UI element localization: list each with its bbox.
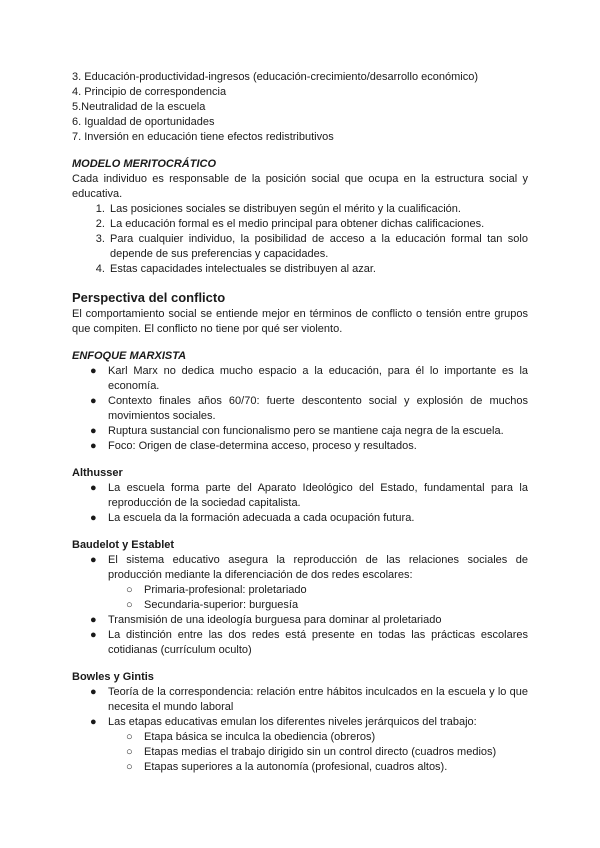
section-bowles: [72, 670, 528, 775]
list-item: ● Teoría de la correspondencia: relación entre hábitos inculcados en la escuela y lo que necesita el mundo laboral: [90, 686, 528, 713]
list-item: ● Contexto finales años 60/70: fuerte descontento social y explosión de muchos movimientos sociales.: [90, 395, 528, 422]
sub-list: [108, 730, 528, 775]
bullet-icon: ●: [90, 440, 97, 452]
list-item: 3. Para cualquier individuo, la posibilidad de acceso a la educación formal tan solo depende de sus preferencias y capacidades.: [108, 232, 528, 262]
intro-list: [72, 70, 528, 145]
bullet-icon: ●: [90, 554, 97, 566]
bullet-icon: ●: [90, 425, 97, 437]
list-item: 2. La educación formal es el medio principal para obtener dichas calificaciones.: [108, 217, 528, 232]
sub-list-item: ○ Etapas medias el trabajo dirigido sin un control directo (cuadros medios): [126, 746, 497, 758]
circle-bullet-icon: ○: [126, 584, 133, 596]
bullet-icon: ●: [90, 629, 97, 641]
bullet-list: [72, 364, 528, 454]
section-heading: Perspectiva del conflicto: [72, 290, 226, 305]
list-item: ● Ruptura sustancial con funcionalismo pero se mantiene caja negra de la escuela.: [90, 425, 504, 437]
bullet-icon: ●: [90, 716, 97, 728]
section-heading: MODELO MERITOCRÁTICO: [72, 158, 217, 170]
list-item: ● La escuela forma parte del Aparato Ideológico del Estado, fundamental para la reproducción de la sociedad capitalista.: [90, 482, 528, 509]
bullet-list: [72, 553, 528, 658]
section-heading: Baudelot y Establet: [72, 539, 175, 551]
section-heading: ENFOQUE MARXISTA: [72, 350, 187, 362]
bullet-icon: ●: [90, 365, 97, 377]
list-item: ● Las etapas educativas emulan los diferentes niveles jerárquicos del trabajo: ○ Etapa básica se inculca la obediencia (obreros) ○ Etapas medias el trabajo dirigido sin un control directo (cuadros medios) ○ Etapas superiores a la autonomía (profesional, cuadros altos).: [108, 715, 528, 775]
list-item: ● La distinción entre las dos redes está presente en todas las prácticas escolares cotidianas (currículum oculto): [90, 629, 528, 656]
list-item: 1. Las posiciones sociales se distribuyen según el mérito y la cualificación.: [108, 202, 528, 217]
section-baudelot: [72, 538, 528, 658]
section-conflicto: [72, 289, 528, 337]
list-item: ● Foco: Origen de clase-determina acceso, proceso y resultados.: [90, 440, 417, 452]
bullet-list: [72, 481, 528, 526]
bullet-icon: ●: [90, 614, 97, 626]
list-item: ● La escuela da la formación adecuada a cada ocupación futura.: [90, 512, 415, 524]
sub-list-item: ○ Primaria-profesional: proletariado: [126, 584, 307, 596]
sub-list-item: ○ Etapas superiores a la autonomía (profesional, cuadros altos).: [126, 761, 448, 773]
circle-bullet-icon: ○: [126, 761, 133, 773]
numbered-list: [72, 202, 528, 277]
paragraph: El comportamiento social se entiende mejor en términos de conflicto o tensión entre grupos que compiten. El conflicto no tiene por qué ser violento.: [72, 308, 528, 335]
sub-list: [108, 583, 528, 613]
intro-item: 6. Igualdad de oportunidades: [72, 116, 215, 128]
circle-bullet-icon: ○: [126, 599, 133, 611]
sub-list-item: ○ Etapa básica se inculca la obediencia (obreros): [126, 731, 376, 743]
paragraph: Cada individuo es responsable de la posición social que ocupa en la estructura social y educativa.: [72, 173, 528, 200]
circle-bullet-icon: ○: [126, 746, 133, 758]
intro-item: 5.Neutralidad de la escuela: [72, 101, 206, 113]
sub-list-item: ○ Secundaria-superior: burguesía: [126, 599, 299, 611]
intro-item: 4. Principio de correspondencia: [72, 86, 227, 98]
list-item: ● El sistema educativo asegura la reproducción de las relaciones sociales de producción mediante la diferenciación de dos redes escolares: ○ Primaria-profesional: proletariado ○ Secundaria-superior: burguesía: [90, 554, 528, 611]
bullet-list: [72, 685, 528, 775]
bullet-icon: ●: [90, 395, 97, 407]
circle-bullet-icon: ○: [126, 731, 133, 743]
section-heading: Bowles y Gintis: [72, 671, 154, 683]
section-heading: Althusser: [72, 467, 123, 479]
intro-item: 7. Inversión en educación tiene efectos redistributivos: [72, 131, 334, 143]
intro-item: 3. Educación-productividad-ingresos (educación-crecimiento/desarrollo económico): [72, 71, 478, 83]
bullet-icon: ●: [90, 482, 97, 494]
list-item: ● Karl Marx no dedica mucho espacio a la educación, para él lo importante es la economía.: [90, 365, 528, 392]
section-althusser: [72, 466, 528, 526]
list-item: 4. Estas capacidades intelectuales se distribuyen al azar.: [108, 262, 528, 277]
section-meritocratico: [72, 157, 528, 277]
bullet-icon: ●: [90, 686, 97, 698]
bullet-icon: ●: [90, 512, 97, 524]
list-item: ● Transmisión de una ideología burguesa para dominar al proletariado: [90, 614, 442, 626]
section-marxista: [72, 349, 528, 454]
